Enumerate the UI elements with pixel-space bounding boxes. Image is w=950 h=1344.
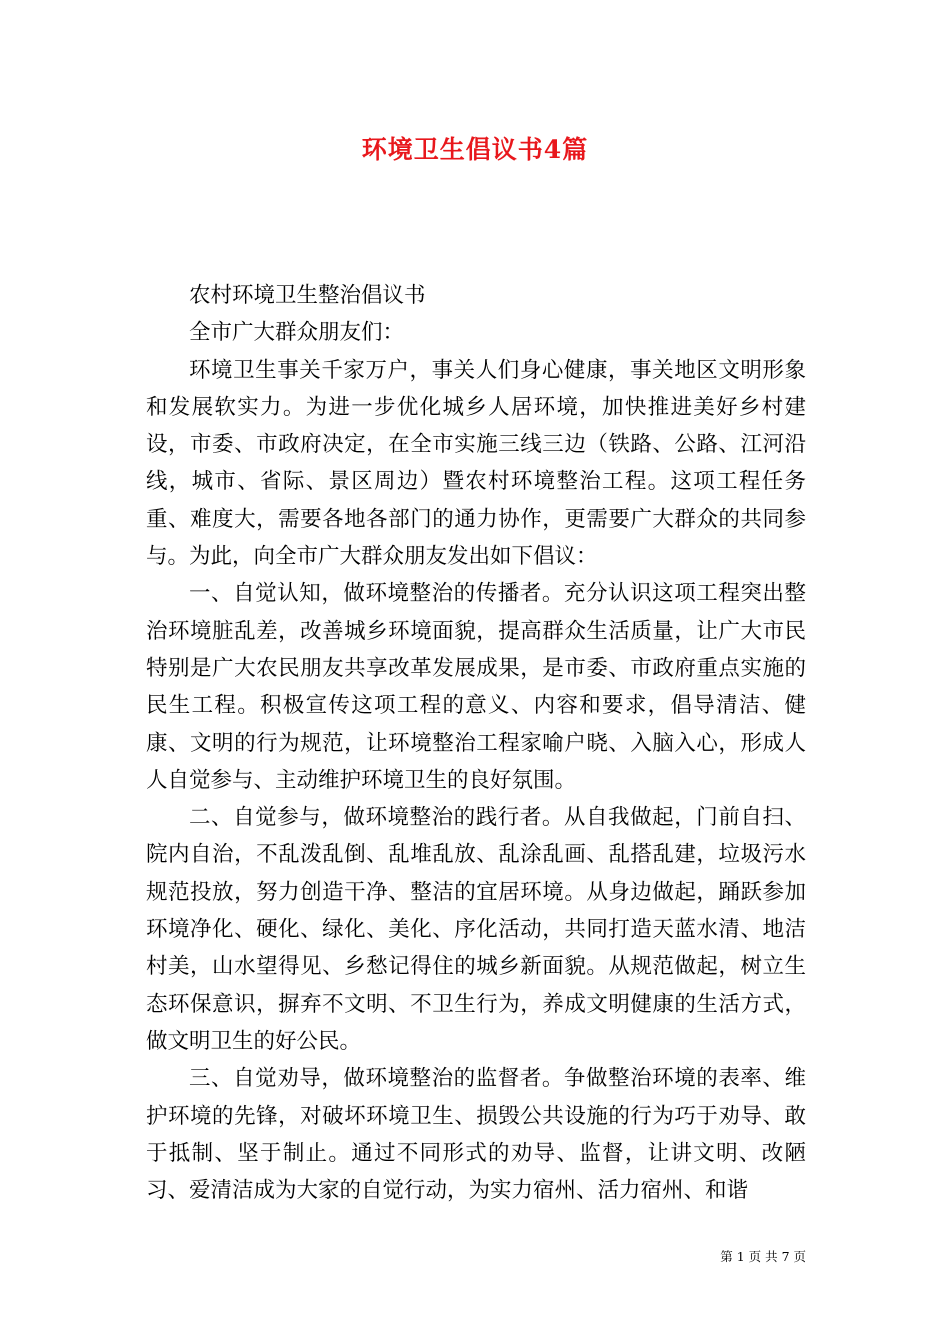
subtitle: 农村环境卫生整治倡议书 [189,283,426,308]
document-title: 环境卫生倡议书4篇 [361,135,589,164]
paragraph-intro: 环境卫生事关千家万户，事关人们身心健康，事关地区文明形象和发展软实力。为进一步优化城乡人居环境，加快推进美好乡村建设，市委、市政府决定，在全市实施三线三边（铁路、公路、江河沿线，城市、省际、景区周边）暨农村环境整治工程。这项工程任务重、难度大，需要各地各部门的通力协作，更需要广大群众的共同参与。为此，向全市广大群众朋友发出如下倡议： [146,357,806,570]
paragraph-two: 二、自觉参与，做环境整治的践行者。从自我做起，门前自扫、院内自治，不乱泼乱倒、乱堆乱放、乱涂乱画、乱搭乱建，垃圾污水规范投放，努力创造干净、整洁的宜居环境。从身边做起，踊跃参加环境净化、硬化、绿化、美化、序化活动，共同打造天蓝水清、地洁村美，山水望得见、乡愁记得住的城乡新面貌。从规范做起，树立生态环保意识，摒弃不文明、不卫生行为，养成文明健康的生活方式，做文明卫生的好公民。 [146,805,806,1054]
document-body [146,277,806,1209]
salutation: 全市广大群众朋友们： [189,320,405,346]
paragraph-three: 三、自觉劝导，做环境整治的监督者。争做整治环境的表率、维护环境的先锋，对破坏环境卫生、损毁公共设施的行为巧于劝导、敢于抵制、坚于制止。通过不同形式的劝导、监督，让讲文明、改陋习、爱清洁成为大家的自觉行动，为实力宿州、活力宿州、和谐 [146,1066,806,1204]
page-number: 第 1 页 共 7 页 [720,1249,806,1264]
paragraph-one: 一、自觉认知，做环境整治的传播者。充分认识这项工程突出整治环境脏乱差，改善城乡环境面貌，提高群众生活质量，让广大市民特别是广大农民朋友共享改革发展成果，是市委、市政府重点实施的民生工程。积极宣传这项工程的意义、内容和要求，倡导清洁、健康、文明的行为规范，让环境整治工程家喻户晓、入脑入心，形成人人自觉参与、主动维护环境卫生的良好氛围。 [146,581,806,793]
